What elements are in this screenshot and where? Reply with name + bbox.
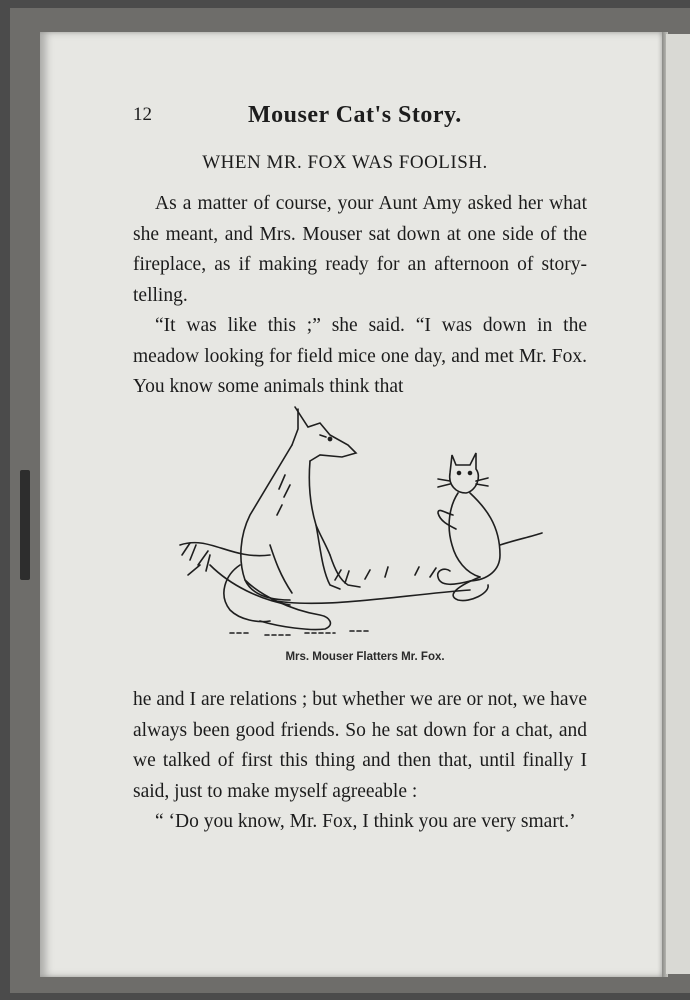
body-text-top (133, 189, 587, 403)
page-number: 12 (133, 104, 152, 125)
illustration-caption: Mrs. Mouser Flatters Mr. Fox. (285, 651, 445, 663)
paragraph: “It was like this ;” she said. “I was down in the meadow looking for field mice one day, and met Mr. Fox. You know some animals think that (133, 315, 587, 397)
chapter-title: WHEN MR. FOX WAS FOOLISH. (202, 152, 488, 173)
body-text-bottom (133, 685, 587, 838)
facing-page-edge (666, 34, 690, 974)
paragraph: he and I are relations ; but whether we are or not, we have always been good friends. So he sat down for a chat, and we talked of first this thing and then that, until finally I said, just to make myself agreeable : (133, 689, 587, 802)
paragraph: “ ‘Do you know, Mr. Fox, I think you are very smart.’ (155, 811, 576, 832)
paragraph: As a matter of course, your Aunt Amy asked her what she meant, and Mrs. Mouser sat down at one side of the fireplace, as if making ready for an afternoon of story-telling. (133, 193, 587, 306)
running-head: Mouser Cat's Story. (248, 102, 462, 128)
fox-and-cat-illustration (170, 395, 550, 645)
spine-mark (20, 470, 30, 580)
page-header (133, 104, 583, 134)
